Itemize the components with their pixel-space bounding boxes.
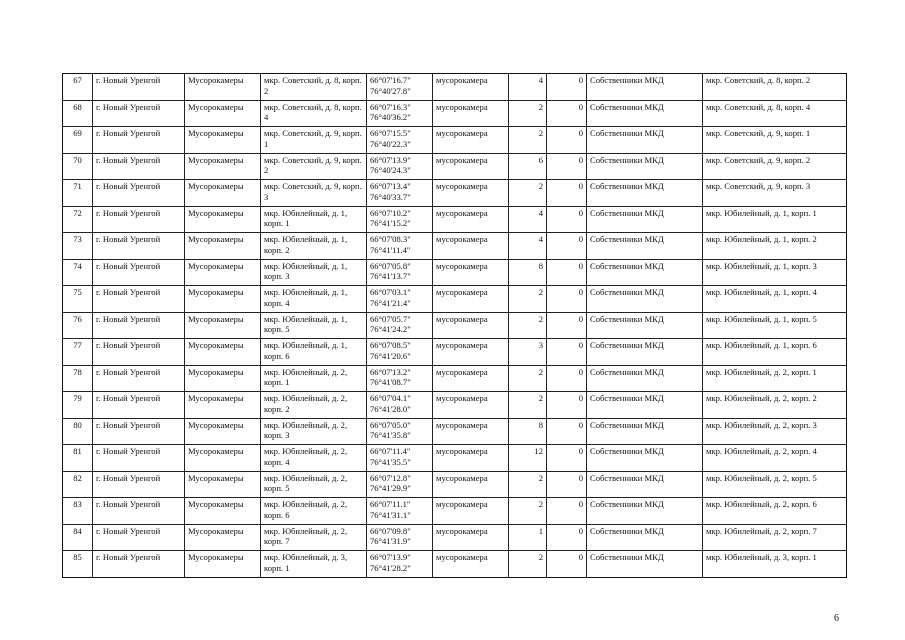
volume-cell: 0 xyxy=(547,551,587,578)
container-kind-cell: мусорокамера xyxy=(433,551,509,578)
owner-cell: Собственники МКД xyxy=(587,259,703,286)
waste-source-cell: мкр. Юбилейный, д. 1, корп. 3 xyxy=(703,259,847,286)
longitude-text: 76°41'08.7" xyxy=(370,377,411,387)
row-number-cell: 67 xyxy=(63,74,93,101)
container-kind-cell: мусорокамера xyxy=(433,259,509,286)
waste-source-cell: мкр. Юбилейный, д. 2, корп. 4 xyxy=(703,445,847,472)
container-count-cell: 8 xyxy=(509,418,547,445)
latitude-text: 66°07'09.8" xyxy=(370,525,411,536)
volume-cell: 0 xyxy=(547,153,587,180)
table-row xyxy=(63,233,847,260)
coordinates-cell xyxy=(367,286,433,313)
table-row xyxy=(63,498,847,525)
city-cell: г. Новый Уренгой xyxy=(93,392,185,419)
object-type-cell: Мусорокамеры xyxy=(185,153,261,180)
container-kind-cell: мусорокамера xyxy=(433,498,509,525)
waste-source-cell: мкр. Юбилейный, д. 2, корп. 3 xyxy=(703,418,847,445)
row-number-cell: 80 xyxy=(63,418,93,445)
volume-cell: 0 xyxy=(547,74,587,101)
city-cell: г. Новый Уренгой xyxy=(93,551,185,578)
owner-cell: Собственники МКД xyxy=(587,127,703,154)
coordinates-cell xyxy=(367,233,433,260)
longitude-text: 76°41'24.2" xyxy=(370,324,411,334)
owner-cell: Собственники МКД xyxy=(587,153,703,180)
volume-cell: 0 xyxy=(547,206,587,233)
city-cell: г. Новый Уренгой xyxy=(93,365,185,392)
row-number-cell: 82 xyxy=(63,471,93,498)
volume-cell: 0 xyxy=(547,392,587,419)
address-cell: мкр. Советский, д. 8, корп. 2 xyxy=(261,74,367,101)
container-kind-cell: мусорокамера xyxy=(433,206,509,233)
waste-source-cell: мкр. Юбилейный, д. 1, корп. 5 xyxy=(703,312,847,339)
address-cell: мкр. Юбилейный, д. 1, корп. 5 xyxy=(261,312,367,339)
coordinates-cell xyxy=(367,365,433,392)
container-kind-cell: мусорокамера xyxy=(433,153,509,180)
latitude-text: 66°07'13.4" xyxy=(370,181,411,191)
waste-source-cell: мкр. Юбилейный, д. 2, корп. 6 xyxy=(703,498,847,525)
container-kind-cell: мусорокамера xyxy=(433,286,509,313)
object-type-cell: Мусорокамеры xyxy=(185,74,261,101)
waste-source-cell: мкр. Советский, д. 8, корп. 2 xyxy=(703,74,847,101)
container-count-cell: 2 xyxy=(509,180,547,207)
city-cell: г. Новый Уренгой xyxy=(93,339,185,366)
coordinates-cell xyxy=(367,551,433,578)
container-count-cell: 2 xyxy=(509,392,547,419)
latitude-text: 66°07'13.9" xyxy=(370,552,411,562)
address-cell: мкр. Юбилейный, д. 2, корп. 4 xyxy=(261,445,367,472)
coordinates-cell xyxy=(367,153,433,180)
longitude-text: 76°41'29.9" xyxy=(370,483,411,493)
coordinates-cell xyxy=(367,312,433,339)
latitude-text: 66°07'11.4" xyxy=(370,446,411,456)
latitude-text: 66°07'08.3" xyxy=(370,234,411,244)
container-kind-cell: мусорокамера xyxy=(433,100,509,127)
container-kind-cell: мусорокамера xyxy=(433,445,509,472)
page-number: 6 xyxy=(834,613,839,624)
container-count-cell: 2 xyxy=(509,471,547,498)
owner-cell: Собственники МКД xyxy=(587,339,703,366)
longitude-text: 76°41'31.9" xyxy=(370,536,411,546)
row-number-cell: 75 xyxy=(63,286,93,313)
coordinates-cell xyxy=(367,206,433,233)
row-number-cell: 68 xyxy=(63,100,93,127)
volume-cell: 0 xyxy=(547,339,587,366)
address-cell: мкр. Юбилейный, д. 2, корп. 6 xyxy=(261,498,367,525)
longitude-text: 76°41'31.1" xyxy=(370,509,411,520)
waste-source-cell: мкр. Юбилейный, д. 1, корп. 6 xyxy=(703,339,847,366)
latitude-text: 66°07'12.8" xyxy=(370,472,411,483)
table-row xyxy=(63,392,847,419)
container-count-cell: 2 xyxy=(509,286,547,313)
table-row xyxy=(63,551,847,578)
row-number-cell: 84 xyxy=(63,524,93,551)
object-type-cell: Мусорокамеры xyxy=(185,312,261,339)
longitude-text: 76°41'28.2" xyxy=(370,562,411,573)
coordinates-cell xyxy=(367,392,433,419)
coordinates-cell xyxy=(367,524,433,551)
longitude-text: 76°40'24.3" xyxy=(370,165,411,175)
volume-cell: 0 xyxy=(547,524,587,551)
coordinates-cell xyxy=(367,418,433,445)
coordinates-cell xyxy=(367,445,433,472)
coordinates-cell xyxy=(367,100,433,127)
table-row xyxy=(63,418,847,445)
volume-cell: 0 xyxy=(547,127,587,154)
latitude-text: 66°07'10.2" xyxy=(370,207,411,218)
container-kind-cell: мусорокамера xyxy=(433,392,509,419)
container-kind-cell: мусорокамера xyxy=(433,365,509,392)
coordinates-cell xyxy=(367,339,433,366)
coordinates-cell xyxy=(367,498,433,525)
container-kind-cell: мусорокамера xyxy=(433,127,509,154)
city-cell: г. Новый Уренгой xyxy=(93,524,185,551)
latitude-text: 66°07'05.8" xyxy=(370,260,411,271)
address-cell: мкр. Юбилейный, д. 3, корп. 1 xyxy=(261,551,367,578)
address-cell: мкр. Юбилейный, д. 2, корп. 2 xyxy=(261,392,367,419)
object-type-cell: Мусорокамеры xyxy=(185,418,261,445)
row-number-cell: 79 xyxy=(63,392,93,419)
city-cell: г. Новый Уренгой xyxy=(93,127,185,154)
waste-source-cell: мкр. Юбилейный, д. 1, корп. 2 xyxy=(703,233,847,260)
city-cell: г. Новый Уренгой xyxy=(93,153,185,180)
waste-source-cell: мкр. Советский, д. 9, корп. 3 xyxy=(703,180,847,207)
longitude-text: 76°40'27.8" xyxy=(370,85,411,96)
volume-cell: 0 xyxy=(547,286,587,313)
row-number-cell: 71 xyxy=(63,180,93,207)
container-count-cell: 2 xyxy=(509,100,547,127)
latitude-text: 66°07'13.9" xyxy=(370,154,411,165)
container-count-cell: 2 xyxy=(509,551,547,578)
table-row xyxy=(63,471,847,498)
container-kind-cell: мусорокамера xyxy=(433,180,509,207)
volume-cell: 0 xyxy=(547,233,587,260)
table-row xyxy=(63,339,847,366)
container-count-cell: 2 xyxy=(509,127,547,154)
row-number-cell: 70 xyxy=(63,153,93,180)
city-cell: г. Новый Уренгой xyxy=(93,206,185,233)
row-number-cell: 77 xyxy=(63,339,93,366)
volume-cell: 0 xyxy=(547,365,587,392)
address-cell: мкр. Юбилейный, д. 1, корп. 2 xyxy=(261,233,367,260)
row-number-cell: 76 xyxy=(63,312,93,339)
owner-cell: Собственники МКД xyxy=(587,180,703,207)
coordinates-cell xyxy=(367,259,433,286)
container-count-cell: 6 xyxy=(509,153,547,180)
latitude-text: 66°07'08.5" xyxy=(370,340,411,350)
volume-cell: 0 xyxy=(547,471,587,498)
latitude-text: 66°07'05.0" xyxy=(370,419,411,430)
container-count-cell: 4 xyxy=(509,74,547,101)
waste-source-cell: мкр. Юбилейный, д. 3, корп. 1 xyxy=(703,551,847,578)
container-count-cell: 3 xyxy=(509,339,547,366)
row-number-cell: 85 xyxy=(63,551,93,578)
coordinates-cell xyxy=(367,127,433,154)
longitude-text: 76°41'35.5" xyxy=(370,456,411,467)
latitude-text: 66°07'16.7" xyxy=(370,75,411,85)
latitude-text: 66°07'11.1" xyxy=(370,499,411,509)
container-kind-cell: мусорокамера xyxy=(433,524,509,551)
container-count-cell: 12 xyxy=(509,445,547,472)
longitude-text: 76°41'35.8" xyxy=(370,430,411,440)
object-type-cell: Мусорокамеры xyxy=(185,392,261,419)
container-kind-cell: мусорокамера xyxy=(433,233,509,260)
longitude-text: 76°41'20.6" xyxy=(370,350,411,361)
container-kind-cell: мусорокамера xyxy=(433,74,509,101)
address-cell: мкр. Юбилейный, д. 1, корп. 4 xyxy=(261,286,367,313)
container-count-cell: 2 xyxy=(509,365,547,392)
container-count-cell: 2 xyxy=(509,498,547,525)
address-cell: мкр. Юбилейный, д. 2, корп. 5 xyxy=(261,471,367,498)
owner-cell: Собственники МКД xyxy=(587,392,703,419)
address-cell: мкр. Юбилейный, д. 1, корп. 1 xyxy=(261,206,367,233)
owner-cell: Собственники МКД xyxy=(587,445,703,472)
address-cell: мкр. Юбилейный, д. 2, корп. 7 xyxy=(261,524,367,551)
address-cell: мкр. Юбилейный, д. 1, корп. 3 xyxy=(261,259,367,286)
owner-cell: Собственники МКД xyxy=(587,74,703,101)
object-type-cell: Мусорокамеры xyxy=(185,206,261,233)
city-cell: г. Новый Уренгой xyxy=(93,418,185,445)
row-number-cell: 72 xyxy=(63,206,93,233)
owner-cell: Собственники МКД xyxy=(587,551,703,578)
object-type-cell: Мусорокамеры xyxy=(185,498,261,525)
table-row xyxy=(63,206,847,233)
object-type-cell: Мусорокамеры xyxy=(185,100,261,127)
volume-cell: 0 xyxy=(547,259,587,286)
table-row xyxy=(63,259,847,286)
table-row xyxy=(63,445,847,472)
table-row xyxy=(63,127,847,154)
waste-source-cell: мкр. Советский, д. 9, корп. 1 xyxy=(703,127,847,154)
object-type-cell: Мусорокамеры xyxy=(185,127,261,154)
waste-source-cell: мкр. Советский, д. 8, корп. 4 xyxy=(703,100,847,127)
city-cell: г. Новый Уренгой xyxy=(93,180,185,207)
object-type-cell: Мусорокамеры xyxy=(185,233,261,260)
owner-cell: Собственники МКД xyxy=(587,100,703,127)
volume-cell: 0 xyxy=(547,100,587,127)
container-kind-cell: мусорокамера xyxy=(433,418,509,445)
owner-cell: Собственники МКД xyxy=(587,206,703,233)
container-count-cell: 4 xyxy=(509,233,547,260)
waste-source-cell: мкр. Юбилейный, д. 2, корп. 1 xyxy=(703,365,847,392)
city-cell: г. Новый Уренгой xyxy=(93,445,185,472)
owner-cell: Собственники МКД xyxy=(587,524,703,551)
row-number-cell: 73 xyxy=(63,233,93,260)
waste-source-cell: мкр. Юбилейный, д. 2, корп. 2 xyxy=(703,392,847,419)
latitude-text: 66°07'05.7" xyxy=(370,313,411,324)
longitude-text: 76°41'28.0" xyxy=(370,403,411,414)
owner-cell: Собственники МКД xyxy=(587,233,703,260)
row-number-cell: 81 xyxy=(63,445,93,472)
container-count-cell: 4 xyxy=(509,206,547,233)
owner-cell: Собственники МКД xyxy=(587,286,703,313)
owner-cell: Собственники МКД xyxy=(587,312,703,339)
volume-cell: 0 xyxy=(547,312,587,339)
table-row xyxy=(63,100,847,127)
object-type-cell: Мусорокамеры xyxy=(185,471,261,498)
table-row xyxy=(63,74,847,101)
table-body xyxy=(63,74,847,578)
longitude-text: 76°40'22.3" xyxy=(370,138,411,149)
container-count-cell: 8 xyxy=(509,259,547,286)
city-cell: г. Новый Уренгой xyxy=(93,233,185,260)
latitude-text: 66°07'16.3" xyxy=(370,101,411,112)
city-cell: г. Новый Уренгой xyxy=(93,498,185,525)
address-cell: мкр. Советский, д. 9, корп. 2 xyxy=(261,153,367,180)
address-cell: мкр. Советский, д. 9, корп. 3 xyxy=(261,180,367,207)
table-row xyxy=(63,524,847,551)
table-row xyxy=(63,153,847,180)
object-type-cell: Мусорокамеры xyxy=(185,286,261,313)
owner-cell: Собственники МКД xyxy=(587,471,703,498)
object-type-cell: Мусорокамеры xyxy=(185,259,261,286)
container-kind-cell: мусорокамера xyxy=(433,471,509,498)
address-cell: мкр. Юбилейный, д. 2, корп. 1 xyxy=(261,365,367,392)
longitude-text: 76°41'13.7" xyxy=(370,271,411,281)
table-row xyxy=(63,312,847,339)
row-number-cell: 78 xyxy=(63,365,93,392)
address-cell: мкр. Советский, д. 8, корп. 4 xyxy=(261,100,367,127)
coordinates-cell xyxy=(367,74,433,101)
longitude-text: 76°40'36.2" xyxy=(370,112,411,122)
volume-cell: 0 xyxy=(547,498,587,525)
row-number-cell: 83 xyxy=(63,498,93,525)
container-kind-cell: мусорокамера xyxy=(433,339,509,366)
volume-cell: 0 xyxy=(547,418,587,445)
city-cell: г. Новый Уренгой xyxy=(93,100,185,127)
object-type-cell: Мусорокамеры xyxy=(185,365,261,392)
city-cell: г. Новый Уренгой xyxy=(93,286,185,313)
address-cell: мкр. Юбилейный, д. 1, корп. 6 xyxy=(261,339,367,366)
volume-cell: 0 xyxy=(547,445,587,472)
longitude-text: 76°41'21.4" xyxy=(370,297,411,308)
address-cell: мкр. Советский, д. 9, корп. 1 xyxy=(261,127,367,154)
latitude-text: 66°07'03.1" xyxy=(370,287,411,297)
owner-cell: Собственники МКД xyxy=(587,365,703,392)
city-cell: г. Новый Уренгой xyxy=(93,471,185,498)
city-cell: г. Новый Уренгой xyxy=(93,259,185,286)
waste-source-cell: мкр. Юбилейный, д. 2, корп. 5 xyxy=(703,471,847,498)
container-count-cell: 1 xyxy=(509,524,547,551)
volume-cell: 0 xyxy=(547,180,587,207)
owner-cell: Собственники МКД xyxy=(587,498,703,525)
waste-source-cell: мкр. Советский, д. 9, корп. 2 xyxy=(703,153,847,180)
object-type-cell: Мусорокамеры xyxy=(185,524,261,551)
table-row xyxy=(63,286,847,313)
coordinates-cell xyxy=(367,180,433,207)
object-type-cell: Мусорокамеры xyxy=(185,551,261,578)
longitude-text: 76°40'33.7" xyxy=(370,191,411,202)
table-row xyxy=(63,365,847,392)
waste-source-cell: мкр. Юбилейный, д. 1, корп. 1 xyxy=(703,206,847,233)
latitude-text: 66°07'04.1" xyxy=(370,393,411,403)
city-cell: г. Новый Уренгой xyxy=(93,312,185,339)
owner-cell: Собственники МКД xyxy=(587,418,703,445)
latitude-text: 66°07'13.2" xyxy=(370,366,411,377)
longitude-text: 76°41'15.2" xyxy=(370,218,411,228)
row-number-cell: 69 xyxy=(63,127,93,154)
object-type-cell: Мусорокамеры xyxy=(185,445,261,472)
data-table xyxy=(62,73,847,578)
row-number-cell: 74 xyxy=(63,259,93,286)
latitude-text: 66°07'15.5" xyxy=(370,128,411,138)
object-type-cell: Мусорокамеры xyxy=(185,339,261,366)
container-kind-cell: мусорокамера xyxy=(433,312,509,339)
table-row xyxy=(63,180,847,207)
waste-source-cell: мкр. Юбилейный, д. 1, корп. 4 xyxy=(703,286,847,313)
longitude-text: 76°41'11.4" xyxy=(370,244,411,255)
container-count-cell: 2 xyxy=(509,312,547,339)
waste-source-cell: мкр. Юбилейный, д. 2, корп. 7 xyxy=(703,524,847,551)
city-cell: г. Новый Уренгой xyxy=(93,74,185,101)
object-type-cell: Мусорокамеры xyxy=(185,180,261,207)
address-cell: мкр. Юбилейный, д. 2, корп. 3 xyxy=(261,418,367,445)
coordinates-cell xyxy=(367,471,433,498)
